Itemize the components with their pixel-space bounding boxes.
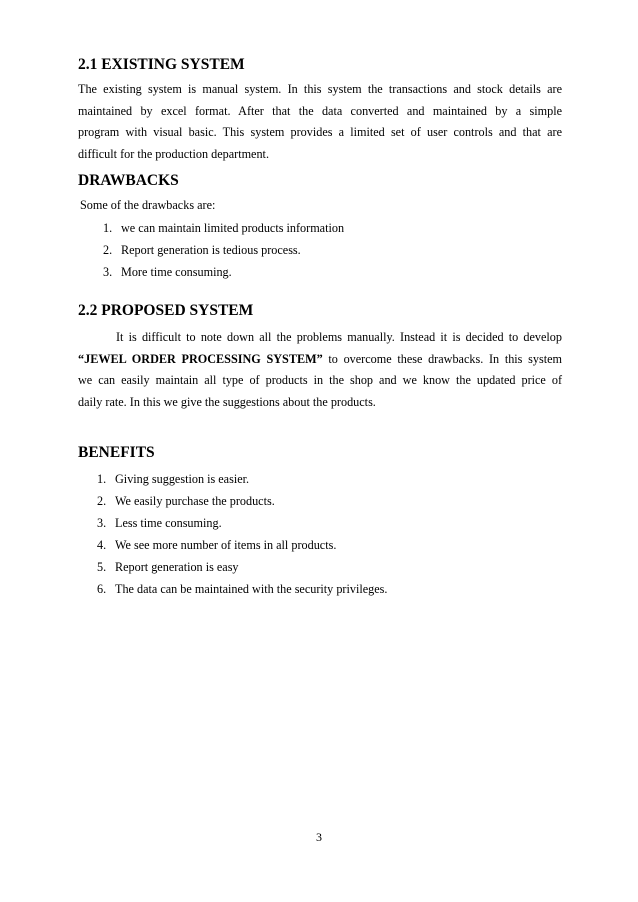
drawbacks-heading: DRAWBACKS <box>78 172 179 189</box>
paragraph-line: “JEWEL ORDER PROCESSING SYSTEM” to overcome these drawbacks. In this system <box>78 351 562 366</box>
list-item: 4. We see more number of items in all products. <box>97 538 337 552</box>
paragraph-line: maintained by excel format. After that the data converted and maintained by a simple <box>78 103 562 118</box>
existing-system-heading: 2.1 EXISTING SYSTEM <box>78 56 245 73</box>
proposed-system-paragraph <box>78 327 562 413</box>
list-item: 6. The data can be maintained with the security privileges. <box>97 582 388 596</box>
list-item: 3. Less time consuming. <box>97 516 222 530</box>
paragraph-line: The existing system is manual system. In this system the transactions and stock details are <box>78 82 562 96</box>
paragraph-line: we can easily maintain all type of products in the shop and we know the updated price of <box>78 373 562 388</box>
list-item: 5. Report generation is easy <box>97 560 239 574</box>
paragraph-line: difficult for the production department. <box>78 146 269 161</box>
benefits-heading: BENEFITS <box>78 444 155 461</box>
proposed-system-heading: 2.2 PROPOSED SYSTEM <box>78 302 254 319</box>
list-item: 1. Giving suggestion is easier. <box>97 472 250 486</box>
paragraph-line: It is difficult to note down all the problems manually. Instead it is decided to develop <box>116 330 562 344</box>
list-item: 2. Report generation is tedious process. <box>103 243 301 257</box>
benefits-list <box>97 468 387 600</box>
list-item: 1. we can maintain limited products information <box>103 221 345 235</box>
paragraph-line: program with visual basic. This system provides a limited set of user controls and that are <box>78 125 562 140</box>
drawbacks-intro: Some of the drawbacks are: <box>80 198 216 212</box>
list-item: 2. We easily purchase the products. <box>97 494 275 508</box>
project-name: “JEWEL ORDER PROCESSING SYSTEM” <box>78 351 323 366</box>
list-item: 3. More time consuming. <box>103 265 232 279</box>
drawbacks-list <box>103 217 344 283</box>
page-number: 3 <box>316 830 322 844</box>
existing-system-paragraph <box>78 79 562 165</box>
paragraph-line: daily rate. In this we give the suggestions about the products. <box>78 394 376 409</box>
